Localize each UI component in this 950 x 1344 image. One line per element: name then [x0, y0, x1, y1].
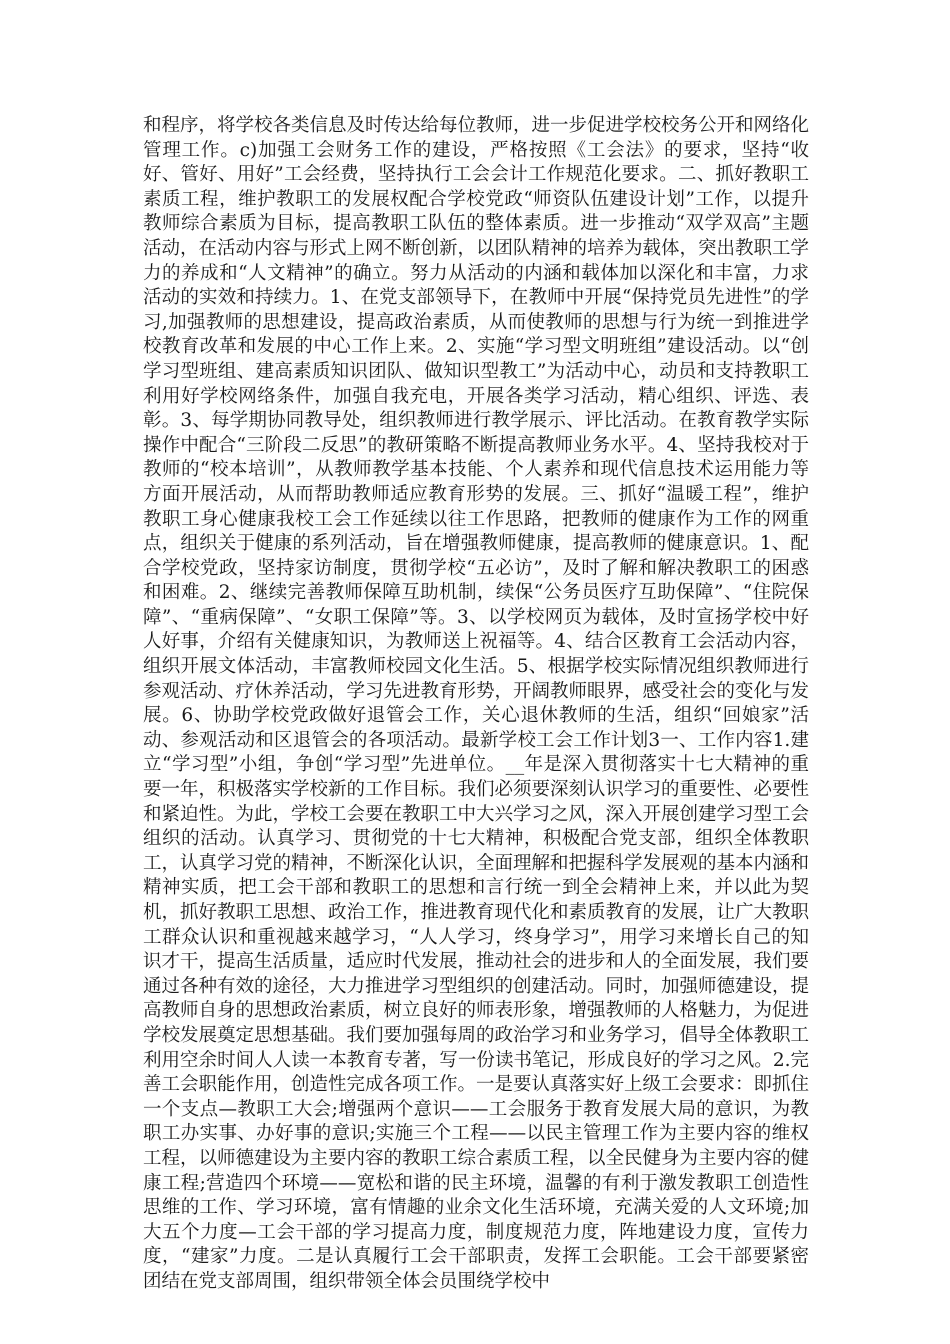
body-paragraph: 和程序，将学校各类信息及时传达给每位教师，进一步促进学校校务公开和网络化管理工作。c)加强工会财务工作的建设，严格按照《工会法》的要求，坚持“收好、管好、用好”工会经费，坚持执行工会会计工作规范化要求。二、抓好教职工素质工程，维护教职工的发展权配合学校党政“师资队伍建设计划”工作，以提升教师综合素质为目标，提高教职工队伍的整体素质。进一步推动“双学双高”主题活动，在活动内容与形式上网不断创新，以团队精神的培养为载体，突出教职工学力的养成和“人文精神”的确立。努力从活动的内涵和载体加以深化和丰富，力求活动的实效和持续力。1、在党支部领导下，在教师中开展“保持党员先进性”的学习,加强教师的思想建设，提高政治素质，从而使教师的思想与行为统一到推进学校教育改革和发展的中心工作上来。2、实施“学习型文明班组”建设活动。以“创学习型班组、建高素质知识团队、做知识型教工”为活动中心，动员和支持教职工利用好学校网络条件，加强自我充电，开展各类学习活动，精心组织、评选、表彰。3、每学期协同教导处，组织教师进行教学展示、评比活动。在教育教学实际操作中配合“三阶段二反思”的教研策略不断提高教师业务水平。4、坚持我校对于教师的“校本培训”，从教师教学基本技能、个人素养和现代信息技术运用能力等方面开展活动，从而帮助教师适应教育形势的发展。三、抓好“温暖工程”，维护教职工身心健康我校工会工作延续以往工作思路，把教师的健康作为工作的网重点，组织关于健康的系列活动，旨在增强教师健康，提高教师的健康意识。1、配合学校党政，坚持家访制度，贯彻学校“五必访”，及时了解和解决教职工的困惑和困难。2、继续完善教师保障互助机制，续保“公务员医疗互助保障”、“住院保障”、“重病保障”、“女职工保障”等。3、以学校网页为载体，及时宣扬学校中好人好事，介绍有关健康知识，为教师送上祝福等。4、结合区教育工会活动内容，组织开展文体活动，丰富教师校园文化生活。5、根据学校实际情况组织教师进行参观活动、疗休养活动，学习先进教育形势，开阔教师眼界，感受社会的变化与发展。6、协助学校党政做好退管会工作，关心退休教师的生活，组织“回娘家”活动、参观活动和区退管会的各项活动。最新学校工会工作计划3一、工作内容1.建立“学习型”小组，争创“学习型”先进单位。__年是深入贯彻落实十七大精神的重要一年，积极落实学校新的工作目标。我们必须要深刻认识学习的重要性、必要性和紧迫性。为此，学校工会要在教职工中大兴学习之风，深入开展创建学习型工会组织的活动。认真学习、贯彻党的十七大精神，积极配合党支部，组织全体教职工，认真学习党的精神，不断深化认识，全面理解和把握科学发展观的基本内涵和精神实质，把工会干部和教职工的思想和言行统一到全会精神上来，并以此为契机，抓好教职工思想、政治工作，推进教育现代化和素质教育的发展，让广大教职工群众认识和重视越来越学习，“人人学习，终身学习”，用学习来增长自己的知识才干，提高生活质量，适应时代发展，推动社会的进步和人的全面发展，我们要通过各种有效的途径，大力推进学习型组织的创建活动。同时，加强师德建设，提高教师自身的思想政治素质，树立良好的师表形象，增强教师的人格魅力，为促进学校发展奠定思想基础。我们要加强每周的政治学习和业务学习，倡导全体教职工利用空余时间人人读一本教育专著，写一份读书笔记，形成良好的学习之风。2.完善工会职能作用，创造性完成各项工作。一是要认真落实好上级工会要求：即抓住一个支点—教职工大会;增强两个意识——工会服务于教育发展大局的意识，为教职工办实事、办好事的意识;实施三个工程——以民主管理工作为主要内容的维权工程，以师德建设为主要内容的教职工综合素质工程，以全民健身为主要内容的健康工程;营造四个环境——宽松和谐的民主环境，温馨的有利于激发教职工创造性思维的工作、学习环境，富有情趣的业余文化生活环境，充满关爱的人文环境;加大五个力度—工会干部的学习提高力度，制度规范力度，阵地建设力度，宣传力度，“建家”力度。二是认真履行工会干部职责，发挥工会职能。工会干部要紧密团结在党支部周围，组织带领全体会员围绕学校中 — [143, 115, 810, 1292]
